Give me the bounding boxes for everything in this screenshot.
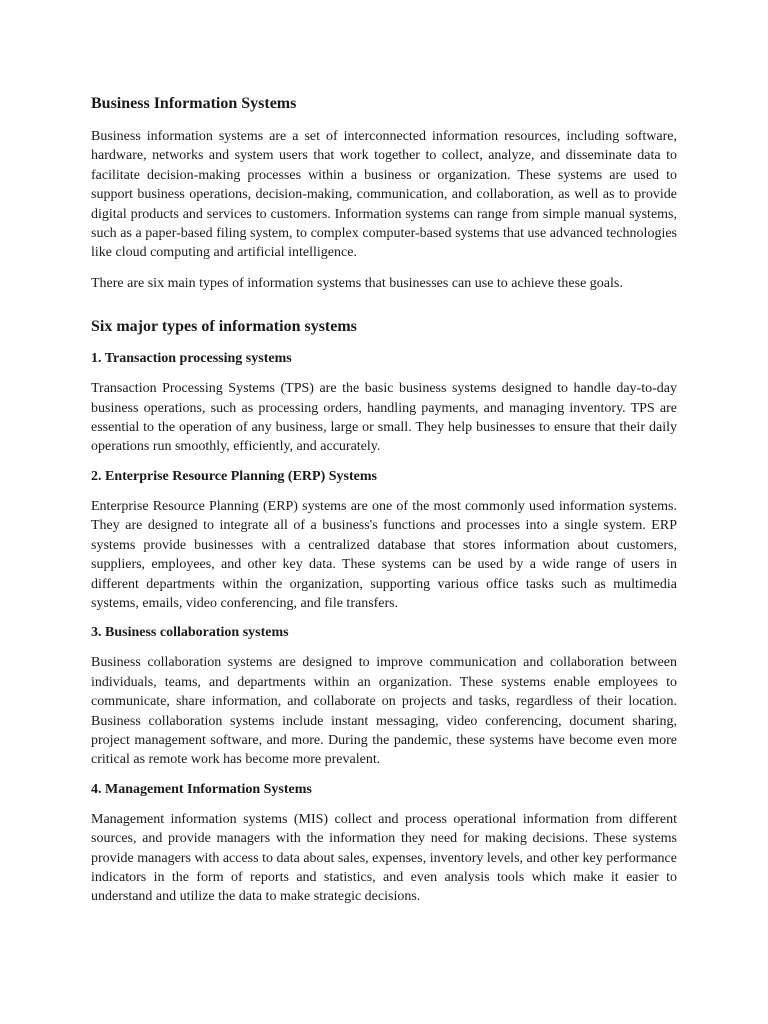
subsection-heading: 3. Business collaboration systems <box>91 625 289 641</box>
subsection-body: Enterprise Resource Planning (ERP) systems are one of the most commonly used information systems. They are designed to integrate all of a business's functions and processes into a single system. ERP systems provide businesses with a centralized database that stores information about customers, suppliers, employees, and other key data. These systems can be used by a wide range of users in different departments within the organization, supporting various office tasks such as multimedia systems, emails, video conferencing, and file transfers. <box>91 498 677 611</box>
document-title: Business Information Systems <box>91 95 297 112</box>
subsection-heading: 2. Enterprise Resource Planning (ERP) Systems <box>91 468 377 484</box>
intro-paragraph: There are six main types of information systems that businesses can use to achieve these goals. <box>91 275 623 291</box>
subsection-body: Transaction Processing Systems (TPS) are the basic business systems designed to handle day-to-day business operations, such as processing orders, handling payments, and managing inventory. TPS are essential to the operation of any business, large or small. They help businesses to ensure that their daily operations run smoothly, efficiently, and accurately. <box>91 381 677 455</box>
intro-paragraph: Business information systems are a set of interconnected information resources, including software, hardware, networks and system users that work together to collect, analyze, and disseminate data to facilitate decision-making processes within a business or organization. These systems are used to support business operations, decision-making, communication, and collaboration, as well as to provide digital products and services to customers. Information systems can range from simple manual systems, such as a paper-based filing system, to complex computer-based systems that use advanced technologies like cloud computing and artificial intelligence. <box>91 129 677 261</box>
subsection-heading: 1. Transaction processing systems <box>91 351 292 367</box>
subsection-body: Management information systems (MIS) collect and process operational information from different sources, and provide managers with the information they need for making decisions. These systems provide managers with access to data about sales, expenses, inventory levels, and other key performance indicators in the form of reports and statistics, and even analysis tools which make it easier to understand and utilize the data to make strategic decisions. <box>91 811 677 905</box>
section-heading: Six major types of information systems <box>91 318 357 336</box>
subsection-heading: 4. Management Information Systems <box>91 781 312 797</box>
document-page <box>91 94 677 918</box>
subsection-body: Business collaboration systems are designed to improve communication and collaboration between individuals, teams, and departments within an organization. These systems enable employees to communicate, share information, and collaborate on projects and tasks, regardless of their location. Business collaboration systems include instant messaging, video conferencing, document sharing, project management software, and more. During the pandemic, these systems have become even more critical as remote work has become more prevalent. <box>91 655 677 768</box>
